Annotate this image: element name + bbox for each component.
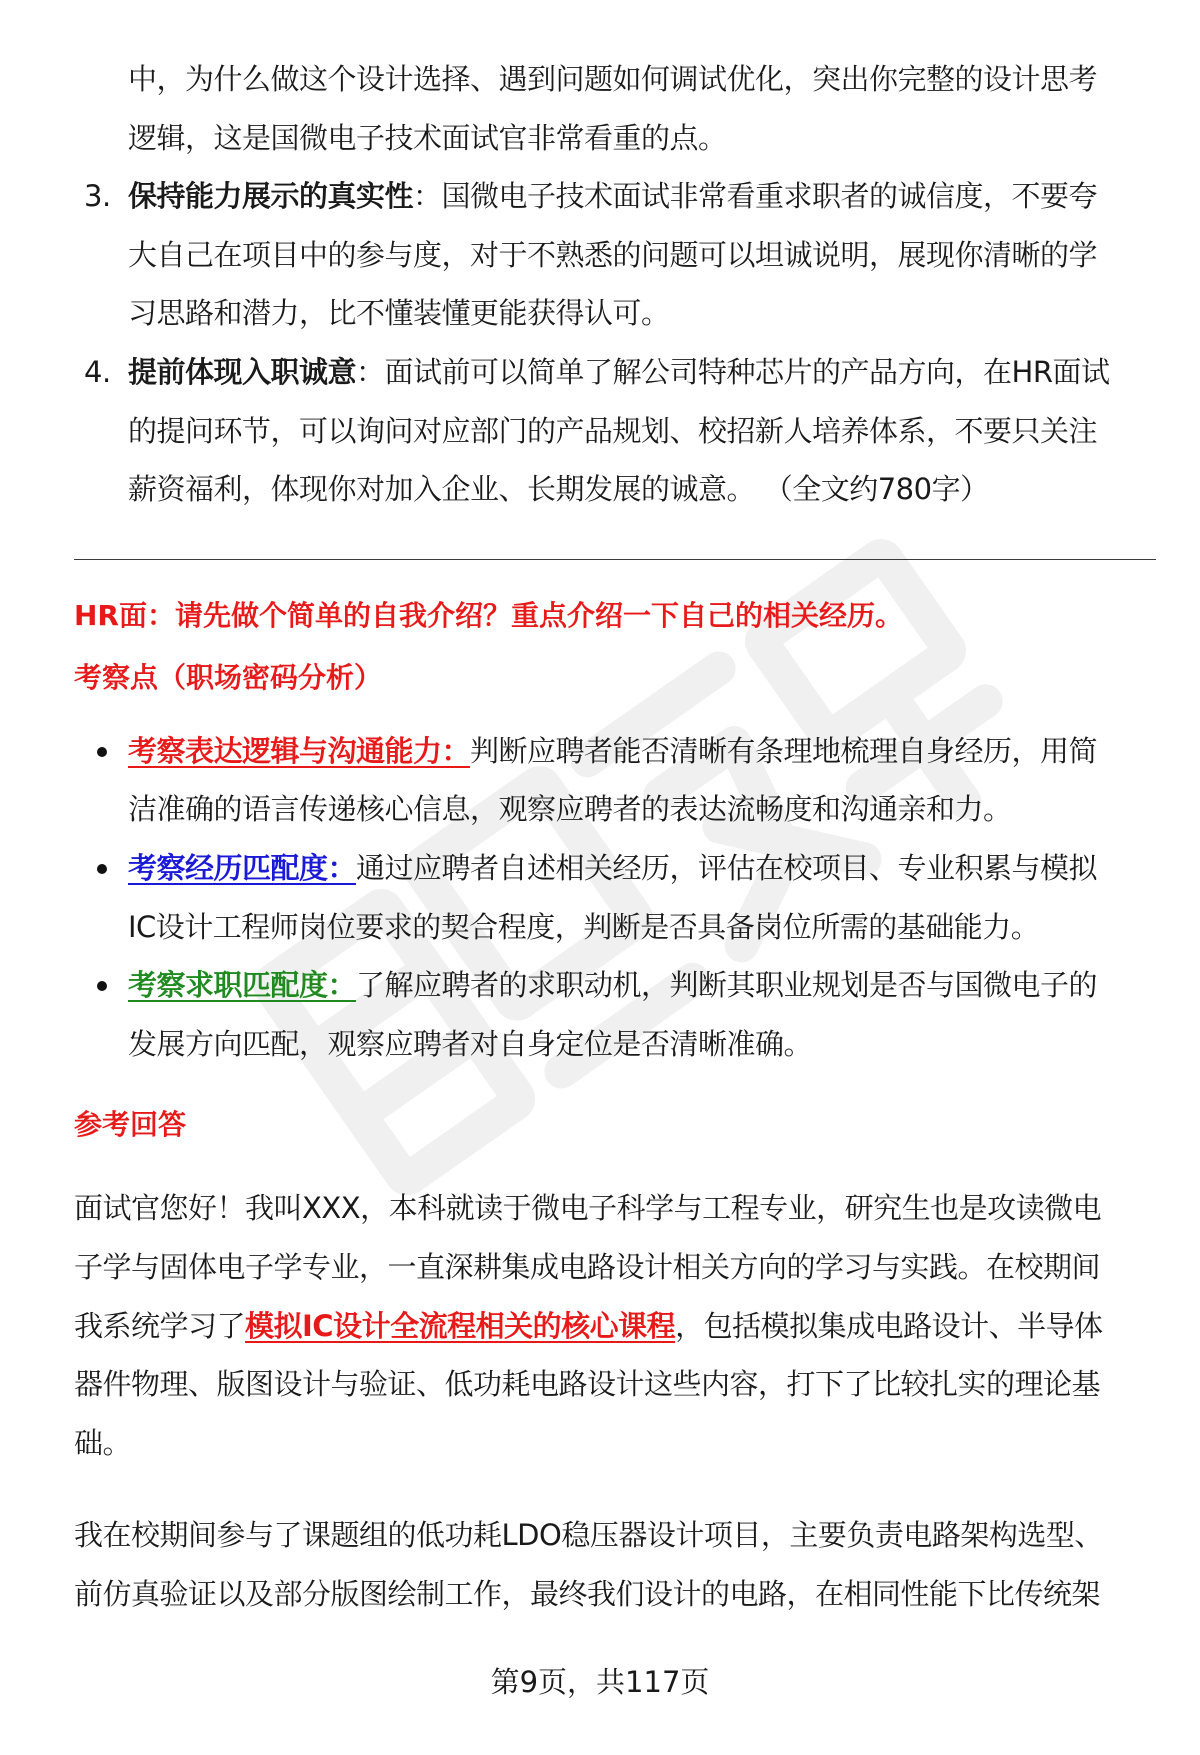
item-title: 保持能力展示的真实性 (128, 179, 414, 214)
text-line: 我系统学习了 (74, 1308, 246, 1343)
text-line: IC设计工程师岗位要求的契合程度，判断是否具备岗位所需的基础能力。 (128, 909, 1040, 944)
tips-list-item (74, 343, 1154, 519)
text-line: 国微电子技术面试非常看重求职者的诚信度，不要夸 (441, 179, 1098, 214)
text-line: 薪资福利，体现你对加入企业、长期发展的诚意。 （全文约780字） (128, 472, 989, 507)
list-number: 4. (84, 354, 111, 389)
text-line: 器件物理、版图设计与验证、低功耗电路设计这些内容，打下了比较扎实的理论基 (74, 1367, 1101, 1402)
bullet-icon (97, 981, 107, 991)
assessment-item (74, 956, 1154, 1073)
text-line: 础。 (74, 1425, 132, 1460)
tips-list-item-continued (74, 50, 1154, 167)
answer-paragraph (74, 1506, 1154, 1623)
text-line: 前仿真验证以及部分版图绘制工作，最终我们设计的电路，在相同性能下比传统架 (74, 1576, 1101, 1611)
tips-list (74, 50, 1154, 519)
section-divider (74, 559, 1156, 560)
item-title: 提前体现入职诚意 (128, 354, 357, 389)
tips-list-item (74, 167, 1154, 343)
text-line: 面试前可以简单了解公司特种芯片的产品方向，在HR面试 (384, 354, 1110, 389)
assessment-item (74, 722, 1154, 839)
text-line: 面试官您好！我叫XXX，本科就读于微电子科学与工程专业，研究生也是攻读微电 (74, 1191, 1102, 1226)
text-line: 判断应聘者能否清晰有条理地梳理自身经历，用简 (470, 733, 1098, 768)
answer-paragraph (74, 1179, 1154, 1472)
text-line: ，包括模拟集成电路设计、半导体 (675, 1308, 1103, 1343)
page-number: 第9页，共117页 (490, 1665, 710, 1699)
bullet-icon (97, 864, 107, 874)
text-line: 的提问环节，可以询问对应部门的产品规划、校招新人培养体系，不要只关注 (128, 413, 1098, 448)
assessment-label: 考察经历匹配度： (128, 850, 357, 885)
assessment-list (74, 722, 1154, 1074)
assessment-item (74, 839, 1154, 956)
text-line: 了解应聘者的求职动机，判断其职业规划是否与国微电子的 (356, 968, 1098, 1003)
text-line: 发展方向匹配，观察应聘者对自身定位是否清晰准确。 (128, 1026, 813, 1061)
text-line: 我在校期间参与了课题组的低功耗LDO稳压器设计项目，主要负责电路架构选型、 (74, 1518, 1103, 1553)
text-line: 通过应聘者自述相关经历，评估在校项目、专业积累与模拟 (356, 850, 1098, 885)
assessment-label: 考察表达逻辑与沟通能力： (128, 733, 471, 768)
assessment-label: 考察求职匹配度： (128, 968, 357, 1003)
question-title: HR面：请先做个简单的自我介绍？重点介绍一下自己的相关经历。 (74, 598, 903, 632)
answer-title: 参考回答 (74, 1108, 187, 1142)
bullet-icon (97, 747, 107, 757)
text-line: 子学与固体电子学专业，一直深耕集成电路设计相关方向的学习与实践。在校期间 (74, 1249, 1101, 1284)
text-line: 中，为什么做这个设计选择、遇到问题如何调试优化，突出你完整的设计思考 (128, 62, 1098, 96)
text-line: 逻辑，这是国微电子技术面试官非常看重的点。 (128, 120, 727, 155)
highlighted-text: 模拟IC设计全流程相关的核心课程 (245, 1308, 676, 1343)
text-line: 习思路和潜力，比不懂装懂更能获得认可。 (128, 296, 670, 331)
assessment-title: 考察点（职场密码分析） (74, 660, 383, 694)
content (74, 50, 1154, 1623)
item-separator: ： (413, 179, 442, 214)
list-number: 3. (84, 179, 111, 214)
text-line: 大自己在项目中的参与度，对于不熟悉的问题可以坦诚说明，展现你清晰的学 (128, 237, 1098, 272)
item-separator: ： (356, 354, 385, 389)
text-line: 洁准确的语言传递核心信息，观察应聘者的表达流畅度和沟通亲和力。 (128, 792, 1012, 827)
